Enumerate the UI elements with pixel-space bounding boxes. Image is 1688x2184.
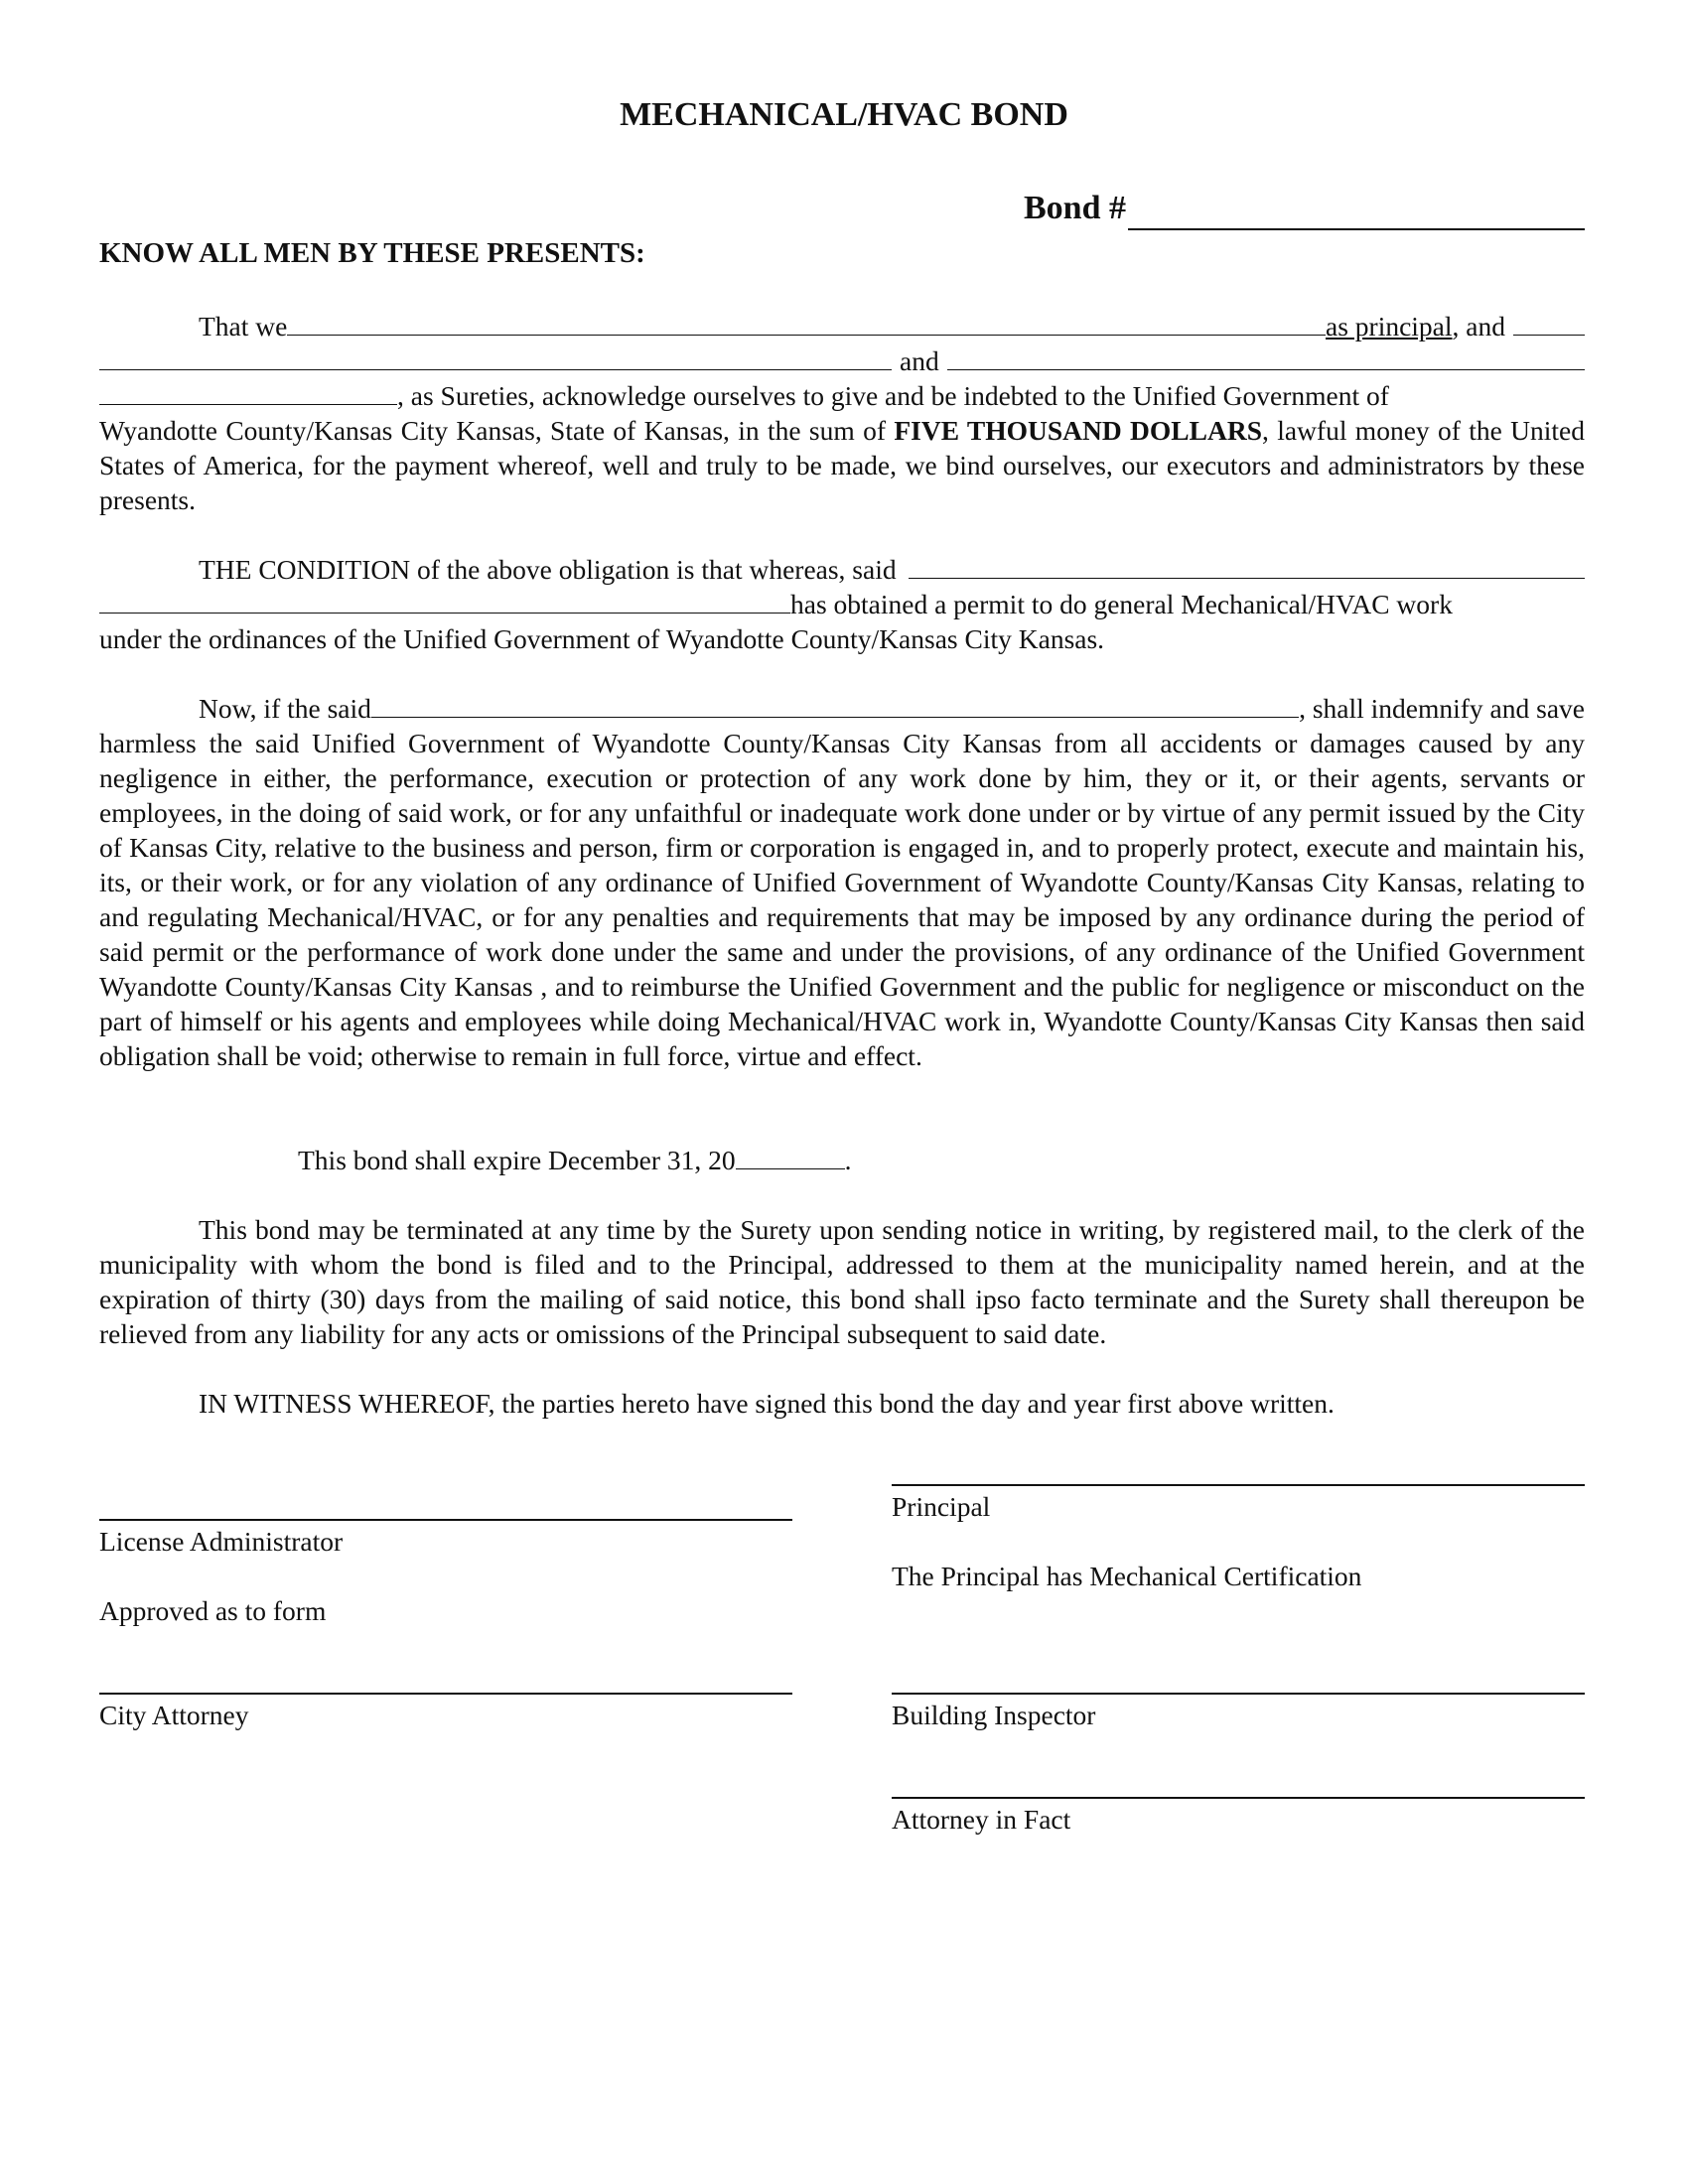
indemnify-text: , shall indemnify and save bbox=[1299, 693, 1585, 724]
surety-name-blank-1b[interactable] bbox=[99, 347, 892, 370]
sureties-line bbox=[99, 378, 1585, 413]
attorney-in-fact-signature-line[interactable] bbox=[892, 1797, 1585, 1799]
building-inspector-signature-line[interactable] bbox=[892, 1693, 1585, 1695]
as-principal-text: as principal bbox=[1326, 311, 1453, 341]
indemnify-line bbox=[99, 691, 1585, 726]
comma-and-text: , and bbox=[1452, 311, 1505, 341]
principal-label: Principal bbox=[892, 1491, 991, 1522]
expire-year-blank[interactable] bbox=[736, 1147, 845, 1169]
bond-amount: FIVE THOUSAND DOLLARS bbox=[894, 415, 1263, 446]
bond-number-label: Bond # bbox=[1024, 190, 1126, 226]
witness-paragraph: IN WITNESS WHEREOF, the parties hereto have signed this bond the day and year first above written. bbox=[199, 1388, 1335, 1419]
condition-name-blank-b[interactable] bbox=[99, 591, 790, 614]
expire-text: This bond shall expire December 31, 20 bbox=[298, 1145, 736, 1175]
that-we-text: That we bbox=[199, 311, 288, 341]
principal-name-blank[interactable] bbox=[287, 313, 1326, 336]
surety-name-blank-2b[interactable] bbox=[99, 382, 397, 405]
license-admin-label: License Administrator bbox=[99, 1526, 344, 1557]
attorney-in-fact-label: Attorney in Fact bbox=[892, 1804, 1071, 1835]
sum-paragraph bbox=[99, 413, 1585, 517]
ordinances-text: under the ordinances of the Unified Government of Wyandotte County/Kansas City Kansas. bbox=[99, 623, 1105, 654]
and-text: and bbox=[900, 345, 939, 376]
termination-paragraph: This bond may be terminated at any time by the Surety upon sending notice in writing, by registered mail, to the clerk of the municipality with whom the bond is filed and to the Principal, addressed to them at the municipality named herein, and at the expiration of thirty (30) days from the mailing of said notice, this bond shall ipso facto terminate and the Surety shall thereupon be relieved from any liability for any acts or omissions of the Principal subsequent to said date. bbox=[99, 1214, 1585, 1349]
now-text: Now, if the said bbox=[199, 693, 371, 724]
indemnify-name-blank[interactable] bbox=[371, 695, 1299, 718]
sum-text-b: , lawful money of the United States of America, for the payment whereof, well and truly to be made, we bind ourselves, our executors and administrators by these presents. bbox=[99, 415, 1586, 515]
building-inspector-label: Building Inspector bbox=[892, 1700, 1096, 1730]
expire-line bbox=[99, 1143, 1585, 1177]
bond-number-blank[interactable] bbox=[1128, 199, 1585, 230]
ordinances-line bbox=[99, 621, 1585, 656]
sureties-text: , as Sureties, acknowledge ourselves to give and be indebted to the Unified Government of bbox=[397, 380, 1389, 411]
bond-number-field bbox=[1024, 187, 1585, 230]
know-all-men-heading: KNOW ALL MEN BY THESE PRESENTS: bbox=[99, 237, 645, 269]
principal-signature-line[interactable] bbox=[892, 1484, 1585, 1486]
principal-line bbox=[99, 309, 1585, 343]
condition-name-blank-a[interactable] bbox=[909, 556, 1585, 579]
approved-as-to-form-text: Approved as to form bbox=[99, 1595, 327, 1626]
indemnify-paragraph: harmless the said Unified Government of Wyandotte County/Kansas City Kansas from all accidents or damages caused by any negligence in either, the performance, execution or protection of any work done by him, they or it, or their agents, servants or employees, in the doing of said work, or for any unfaithful or inadequate work done under or by virtue of any permit issued by the City of Kansas City, relative to the business and person, firm or corporation is engaged in, and to properly protect, execute and maintain his, its, or their work, or for any violation of any ordinance of Unified Government of Wyandotte County/Kansas City Kansas, relating to and regulating Mechanical/HVAC, or for any penalties and requirements that may be imposed by any ordinance during the period of said permit or the performance of work done under the same and under the provisions, of any ordinance of the Unified Government Wyandotte County/Kansas City Kansas , and to reimburse the Unified Government and the public for negligence or misconduct on the part of himself or his agents and employees while doing Mechanical/HVAC work in, Wyandotte County/Kansas City Kansas then said obligation shall be void; otherwise to remain in full force, virtue and effect. bbox=[99, 728, 1585, 1071]
certification-text: The Principal has Mechanical Certification bbox=[892, 1561, 1362, 1591]
surety-name-blank-2a[interactable] bbox=[947, 347, 1585, 370]
expire-end: . bbox=[844, 1145, 852, 1175]
condition-text: THE CONDITION of the above obligation is that whereas, said bbox=[199, 554, 897, 585]
city-attorney-label: City Attorney bbox=[99, 1700, 249, 1730]
document-title: MECHANICAL/HVAC BOND bbox=[620, 96, 1068, 133]
city-attorney-signature-line[interactable] bbox=[99, 1693, 792, 1695]
obtained-line bbox=[99, 587, 1585, 621]
obtained-text: has obtained a permit to do general Mechanical/HVAC work bbox=[790, 589, 1453, 619]
surety-name-blank-1a[interactable] bbox=[1513, 313, 1585, 336]
license-admin-signature-line[interactable] bbox=[99, 1519, 792, 1521]
condition-line bbox=[99, 552, 1585, 587]
surety-line bbox=[99, 343, 1585, 378]
sum-text-a: Wyandotte County/Kansas City Kansas, State of Kansas, in the sum of bbox=[99, 415, 895, 446]
